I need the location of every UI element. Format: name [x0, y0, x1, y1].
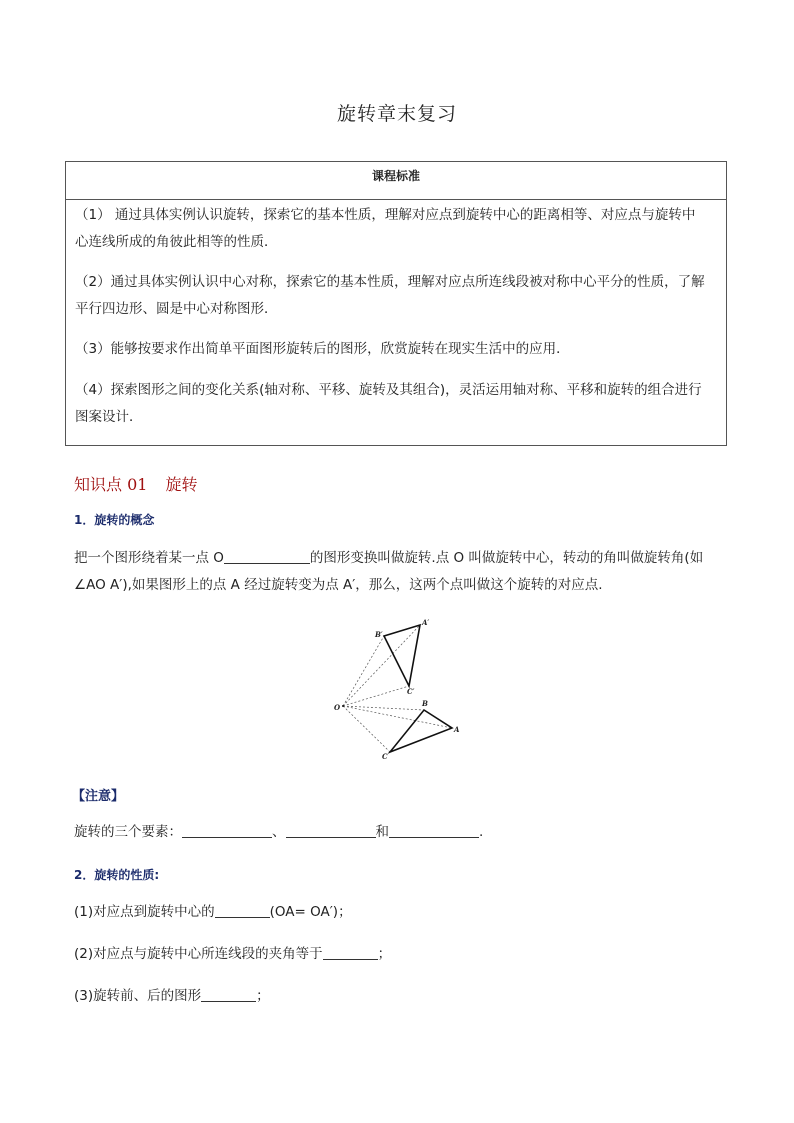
page-title: 旋转章末复习	[336, 103, 457, 125]
properties-heading: 2．旋转的性质:	[74, 868, 160, 882]
fill-blank[interactable]	[182, 823, 272, 838]
label-b-prime: B′	[375, 630, 383, 639]
concept-paragraph: 把一个图形绕着某一点 O 的图形变换叫做旋转.点 O 叫做旋转中心，转动的角叫做旋转角(如 ∠AO A′),如果图形上的点 A 经过旋转变为点 A′，那么，这两个点叫做这个旋转的对应点.	[74, 550, 704, 593]
label-a: A	[454, 725, 460, 734]
fill-blank[interactable]	[215, 903, 270, 918]
standard-item-1: （1） 通过具体实例认识旋转，探索它的基本性质，理解对应点到旋转中心的距离相等、对应点与旋转中 心连线所成的角彼此相等的性质．	[75, 207, 696, 250]
property-1: (1)对应点到旋转中心的 (OA= OA′)；	[74, 904, 352, 920]
knowledge-point-heading	[74, 472, 215, 495]
knowledge-point-number: 知识点 01	[74, 475, 148, 494]
standard-item-2: （2）通过具体实例认识中心对称，探索它的基本性质，理解对应点所连线段被对称中心平分的性质，了解 平行四边形、圆是中心对称图形．	[75, 274, 705, 317]
concept-heading: 1．旋转的概念	[74, 513, 155, 527]
label-a-prime: A′	[422, 618, 430, 627]
fill-blank[interactable]	[201, 987, 256, 1002]
label-c: C	[382, 752, 388, 761]
standard-item-4: （4）探索图形之间的变化关系(轴对称、平移、旋转及其组合)，灵活运用轴对称、平移和旋转的组合进行 图案设计．	[75, 382, 702, 425]
label-c-prime: C′	[407, 687, 415, 696]
three-elements-line: 旋转的三个要素： 、 和 .	[74, 824, 484, 840]
rotation-figure	[330, 612, 465, 764]
note-heading: 【注意】	[72, 789, 125, 804]
fill-blank[interactable]	[286, 823, 376, 838]
property-3: (3)旋转前、后的图形 ；	[74, 988, 270, 1004]
curriculum-standards-table	[65, 161, 727, 446]
fill-blank[interactable]	[323, 945, 378, 960]
fill-blank[interactable]	[389, 823, 479, 838]
label-o: O	[334, 703, 341, 712]
knowledge-point-name: 旋转	[165, 475, 198, 494]
standards-header: 课程标准	[66, 162, 726, 200]
property-2: (2)对应点与旋转中心所连线段的夹角等于 ；	[74, 946, 392, 962]
label-b: B	[422, 699, 428, 708]
standard-item-3: （3）能够按要求作出简单平面图形旋转后的图形，欣赏旋转在现实生活中的应用．	[75, 341, 570, 357]
fill-blank[interactable]	[224, 549, 310, 564]
